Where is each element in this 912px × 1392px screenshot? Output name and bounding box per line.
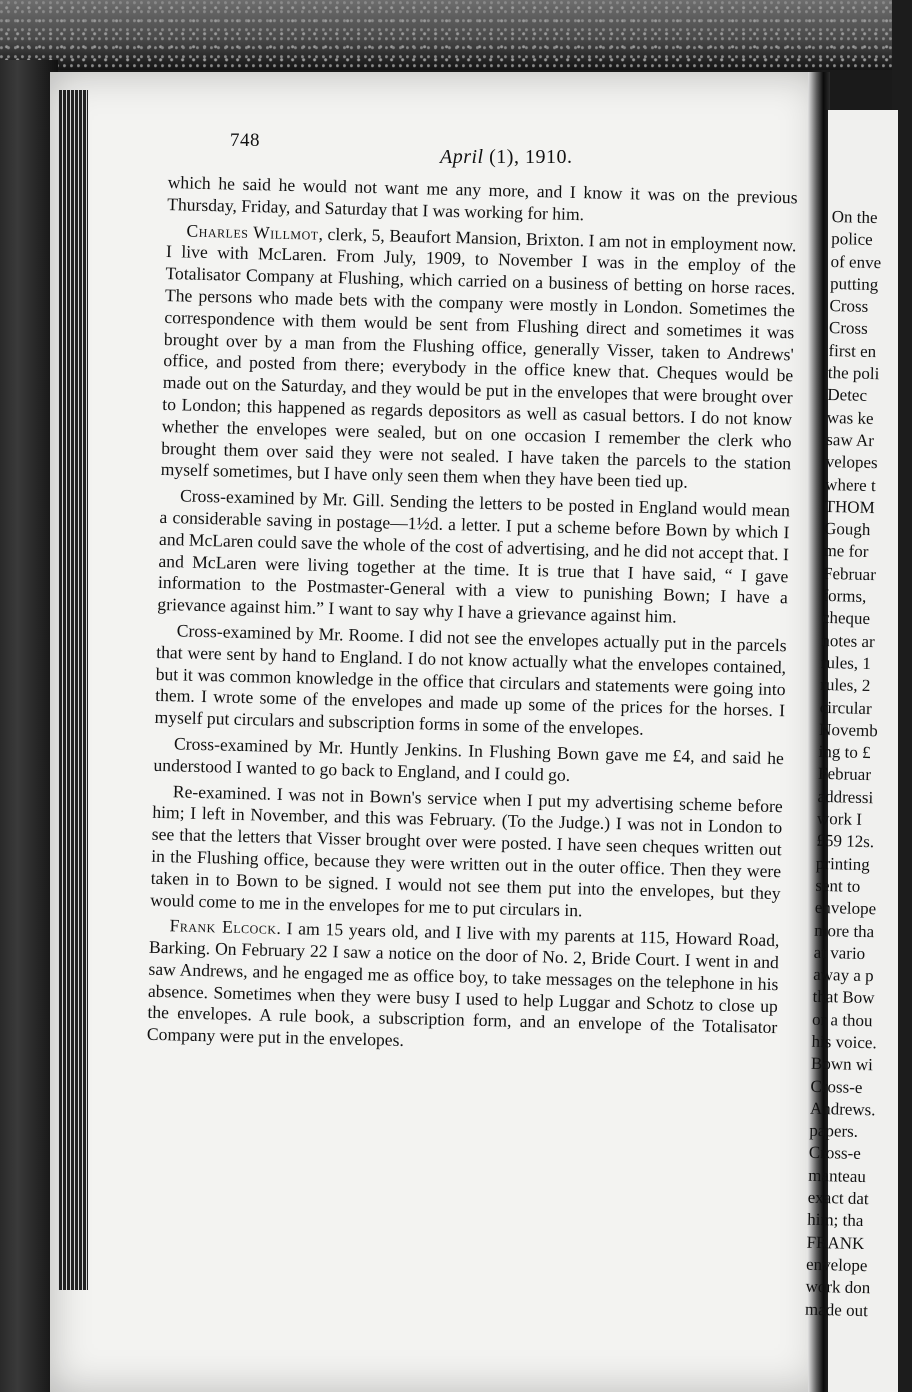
right-column-line: velopes — [825, 452, 878, 473]
right-column-line: Cross — [828, 318, 868, 339]
paragraph-text: Cross-examined by Mr. Huntly Jenkins. In Flushing Bown gave me £4, and said he understood I wanted to go back to England, and I could go. — [153, 733, 785, 785]
right-column-line: Novemb — [818, 719, 878, 741]
right-column-line: rules, 1 — [820, 652, 872, 674]
speaker-name: Frank Elcock — [169, 915, 277, 939]
paragraph-text: which he said he would not want me any more, and I know it was on the previous Thursday, Friday, and Saturday that I was working for him. — [166, 172, 798, 224]
paragraph — [150, 780, 783, 926]
right-column-line: manteau — [808, 1165, 867, 1186]
right-column-line: On the — [831, 206, 878, 228]
right-column-line: printing — [815, 853, 871, 874]
right-column-line: saw Ar — [826, 429, 875, 451]
right-column-line: that Bow — [812, 987, 875, 1008]
right-column-line: rules, 2 — [820, 675, 871, 696]
right-column-line: Cross-e — [810, 1076, 863, 1097]
right-column-line: cheque — [821, 608, 871, 629]
right-column-line: papers. — [809, 1120, 859, 1142]
right-column-line: putting — [829, 273, 879, 295]
page-number: 748 — [230, 130, 260, 151]
right-column-line: more tha — [814, 920, 875, 941]
right-column-line: circular — [819, 697, 872, 718]
right-column-line: his voice. — [811, 1031, 877, 1053]
right-column-line: work don — [805, 1276, 871, 1298]
right-column-line: Cross — [829, 296, 869, 317]
right-column-line: police — [830, 229, 873, 250]
right-column-line: exact dat — [807, 1187, 869, 1209]
right-page-fragment — [804, 110, 898, 1392]
right-column-line: notes ar — [821, 630, 875, 651]
right-column-line: made out — [804, 1299, 869, 1320]
right-column-line: forms, — [822, 585, 867, 607]
right-column-line: away a p — [812, 964, 874, 986]
right-column-line: or a thou — [811, 1009, 873, 1030]
page-edges — [58, 90, 88, 1290]
body-text — [147, 172, 798, 1065]
right-column-line: Detec — [827, 385, 868, 406]
right-column-line: THOM — [824, 496, 875, 517]
right-column-line: addressi — [817, 786, 874, 807]
running-head-date: (1), 1910. — [489, 146, 573, 168]
paragraph-text: , clerk, 5, Beaufort Mansion, Brixton. I am not in employment now. I live with McLaren. From July, 1909, to November I was in the employ of the Totalisator Company at Flushing, which carried on a business of betting on horse races. The persons who made bets with the company were mostly in London. Sometimes the correspondence with them would be sent from Flushing direct and sometimes it was brought over by a man from the Flushing office, generally Visser, taken to Andrews' office, and posted from there; everybody in the office knew that. Cheques would be made out on the Saturday, and they would be put in the envelopes that were brought over to London; this happened as regards depositors as well as casual bettors. I do not know whether the envelopes were sealed, but on one occasion I remember the clerk who brought them over said they were not sealed. I have taken the parcels to the station myself sometimes, but I have only seen them when they have been tied up. — [160, 223, 797, 493]
paragraph-text: Re-examined. I was not in Bown's service when I put my advertising scheme before him; I left in November, and this was February. (To the Judge.) I was not in London to see that the letters that Visser brought over were posted. I have seen cheques written out in the Flushing office, because they were written out in the outer office. Then they were taken in to Bown to be signed. I would not see them put into the envelopes, but they would come to me in the envelopes for me to put circulars in. — [149, 780, 783, 920]
right-column-line: envelope — [805, 1254, 868, 1276]
right-column-line: Februar — [817, 764, 872, 785]
right-column-line: at vario — [813, 942, 866, 963]
right-column-line: of enve — [830, 251, 882, 272]
right-column-line: the poli — [827, 363, 880, 384]
right-column-line: Bown wi — [810, 1054, 874, 1075]
right-column-line: £59 12s. — [816, 831, 875, 852]
right-column-line: was ke — [826, 407, 874, 428]
right-column-line: sent to — [815, 875, 861, 896]
scan-background-top — [0, 0, 892, 70]
paragraph-text: Cross-examined by Mr. Gill. Sending the letters to be posted in England would mean a considerable saving in postage—1½d. a letter. I put a scheme before Bown by which I and McLaren could save the whole of the cost of advertising, and he did not accept that. I and McLaren were living together at the time. It is true that I have said, “ I gave information to the Postmaster-General with a view to punishing Bown; I have a grievance against him.” I want to say why I have a grievance against him. — [157, 485, 791, 627]
paragraph — [157, 485, 790, 631]
right-column-line: work I — [816, 808, 863, 829]
right-column-line: Andrews. — [809, 1098, 876, 1120]
right-column-line: Gough — [823, 519, 871, 540]
running-head-month: April — [440, 146, 484, 168]
right-column-line: Februar — [822, 563, 877, 584]
page-header — [0, 126, 892, 166]
right-column-line: first en — [828, 340, 877, 361]
right-column-line: where t — [824, 474, 876, 495]
paragraph-text: Cross-examined by Mr. Roome. I did not see the envelopes actually put in the parcels that were sent by hand to England. I do not know actually what the envelopes contained, but it was common knowledge in the office that circulars and statements were going into them. I wrote some of the envelopes and made up some of the prices for the horses. I myself put circulars and subscription forms in some of the envelopes. — [154, 620, 787, 739]
paragraph — [160, 220, 796, 497]
right-column-line: FRANK — [806, 1232, 865, 1253]
right-column-line: Cross-e — [808, 1143, 862, 1164]
right-column-line: him; tha — [806, 1210, 864, 1231]
paragraph-text: . I am 15 years old, and I live with my parents at 115, Howard Road, Barking. On February 22 I saw a notice on the door of No. 2, Bride Court. I went in and saw Andrews, and he engaged me as office boy, to take messages on the telephone in his absence. Sometimes when they were busy I used to help Luggar and Schotz to close up the envelopes. A rule book, a subscription form, and an envelope of the Totalisator Company were put in the envelopes. — [146, 918, 780, 1051]
speaker-name: Charles Willmot — [186, 220, 319, 244]
right-column-line: envelope — [814, 897, 877, 919]
paragraph — [147, 915, 780, 1061]
running-head — [440, 146, 572, 169]
paragraph — [154, 620, 786, 744]
right-column-line: me for — [823, 541, 869, 562]
right-column-line: ing to £ — [818, 741, 871, 763]
